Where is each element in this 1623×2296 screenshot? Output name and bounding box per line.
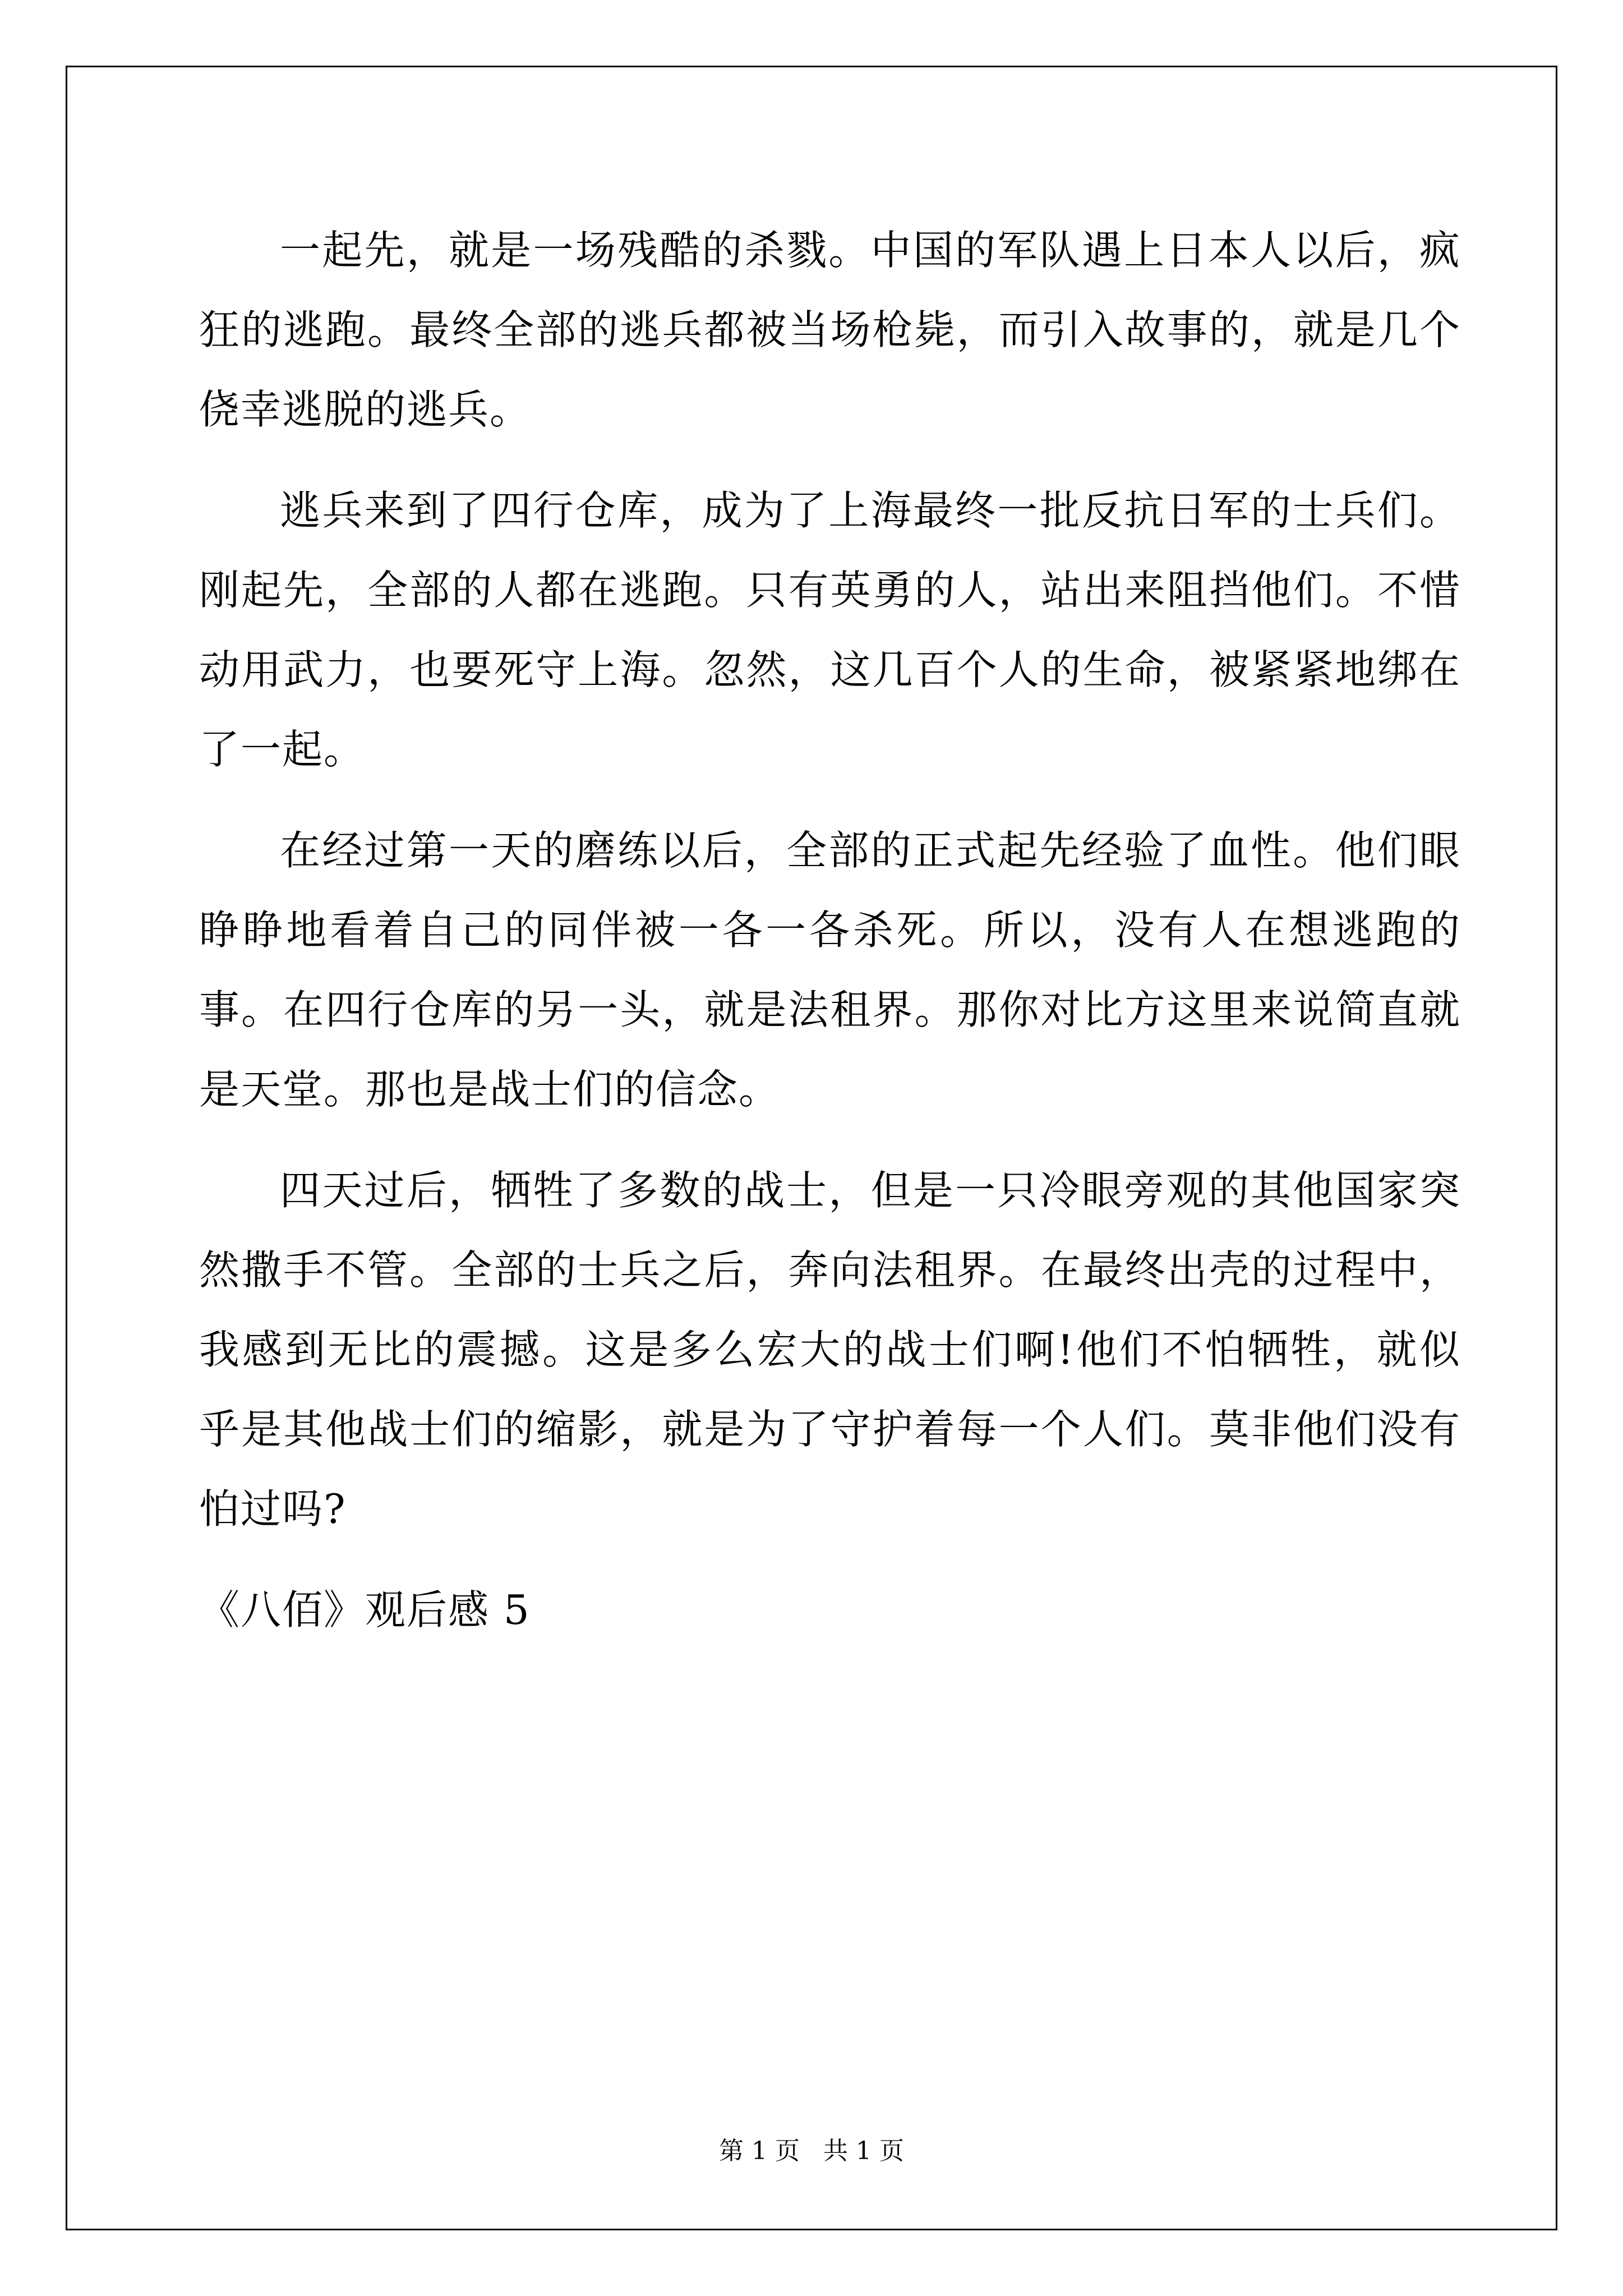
page-footer xyxy=(0,2131,1623,2166)
section-heading: 《八佰》观后感 5 xyxy=(199,1586,531,1634)
document-body xyxy=(199,210,1461,1650)
paragraph-1: 一起先，就是一场残酷的杀戮。中国的军队遇上日本人以后，疯狂的逃跑。最终全部的逃兵都被当场枪毙，而引入故事的，就是几个侥幸逃脱的逃兵。 xyxy=(199,227,1461,433)
page-number-total: 共 1 页 xyxy=(823,2137,904,2165)
page-number-current: 第 1 页 xyxy=(719,2137,800,2165)
paragraph-4: 四天过后，牺牲了多数的战士，但是一只冷眼旁观的其他国家突然撒手不管。全部的士兵之后，奔向法租界。在最终出壳的过程中，我感到无比的震撼。这是多么宏大的战士们啊!他们不怕牺牲，就似乎是其他战士们的缩影，就是为了守护着每一个人们。莫非他们没有怕过吗? xyxy=(199,1167,1461,1533)
paragraph-2: 逃兵来到了四行仓库，成为了上海最终一批反抗日军的士兵们。刚起先，全部的人都在逃跑。只有英勇的人，站出来阻挡他们。不惜动用武力，也要死守上海。忽然，这几百个人的生命，被紧紧地绑在了一起。 xyxy=(199,487,1461,773)
paragraph-3: 在经过第一天的磨练以后，全部的正式起先经验了血性。他们眼睁睁地看着自己的同伴被一各一各杀死。所以，没有人在想逃跑的事。在四行仓库的另一头，就是法租界。那你对比方这里来说简直就是天堂。那也是战士们的信念。 xyxy=(199,827,1461,1113)
